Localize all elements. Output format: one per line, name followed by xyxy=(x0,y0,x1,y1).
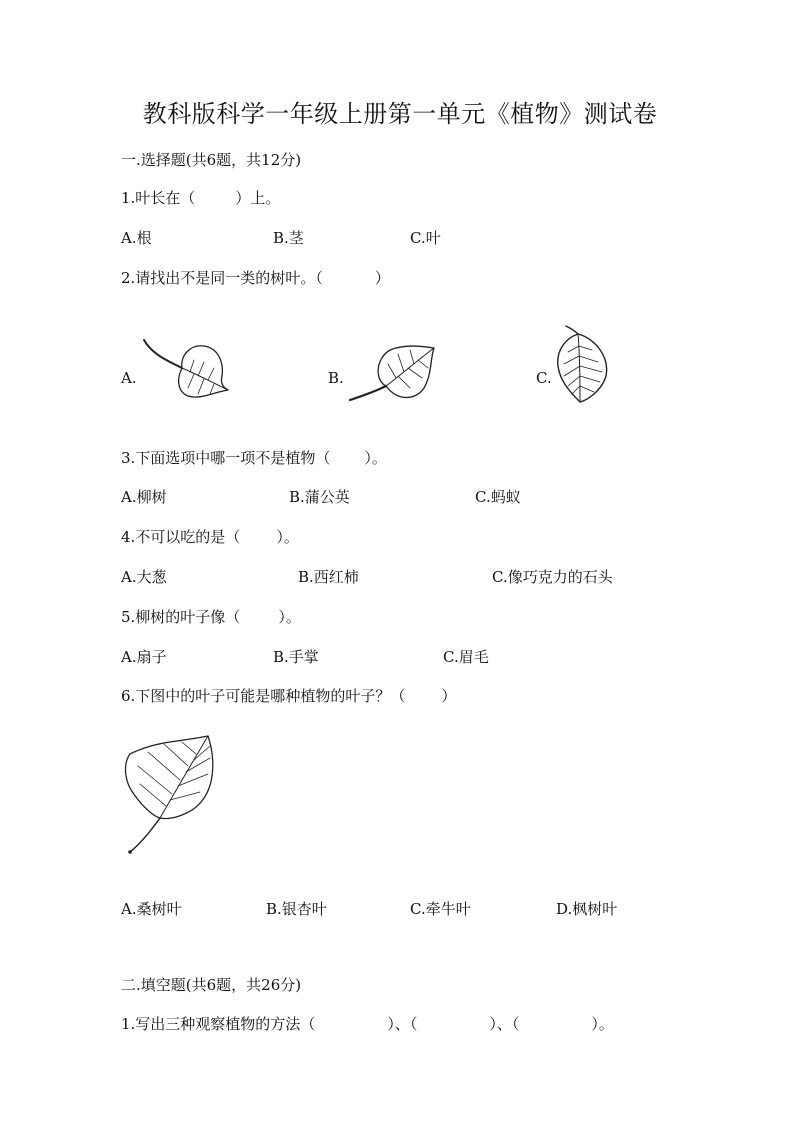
q4-option-a: A.大葱 xyxy=(121,568,167,586)
q1-option-b: B.茎 xyxy=(273,229,304,247)
fill-question-1 xyxy=(121,1014,614,1034)
q2-leaf-a-image xyxy=(138,330,238,408)
q2-leaf-b-image xyxy=(346,340,438,406)
q6-option-c: C.牵牛叶 xyxy=(410,900,471,918)
section-heading-choice: 一.选择题(共6题，共12分) xyxy=(121,151,302,169)
question-3-stem-start: 3.下面选项中哪一项不是植物（ xyxy=(121,449,331,467)
q3-option-c: C.蚂蚁 xyxy=(475,488,521,506)
q2-option-b-label: B. xyxy=(328,369,344,387)
question-2 xyxy=(121,268,390,288)
question-6 xyxy=(121,686,456,706)
fill-question-1-text-2: ）、（ xyxy=(387,1015,418,1033)
question-1-stem-end: ）上。 xyxy=(235,189,281,207)
question-5-stem-end: ）。 xyxy=(278,608,301,626)
question-4-stem-end: ）。 xyxy=(276,528,299,546)
q6-option-a: A.桑树叶 xyxy=(121,900,182,918)
question-1-stem-start: 1.叶长在（ xyxy=(121,189,196,207)
question-2-stem-end: ） xyxy=(374,269,390,287)
q2-option-c-label: C. xyxy=(536,369,552,387)
q3-option-b: B.蒲公英 xyxy=(289,488,350,506)
q1-option-c: C.叶 xyxy=(410,229,441,247)
q4-option-b: B.西红柿 xyxy=(298,568,359,586)
question-4 xyxy=(121,527,299,547)
section-heading-fill: 二.填空题(共6题，共26分) xyxy=(121,976,302,994)
fill-question-1-text-1: 1.写出三种观察植物的方法（ xyxy=(121,1015,316,1033)
q5-option-b: B.手掌 xyxy=(273,648,319,666)
question-3-stem-end: ）。 xyxy=(364,449,387,467)
q6-option-d: D.枫树叶 xyxy=(556,900,618,918)
question-5 xyxy=(121,607,301,627)
question-4-stem-start: 4.不可以吃的是（ xyxy=(121,528,241,546)
question-2-stem-start: 2.请找出不是同一类的树叶。（ xyxy=(121,269,323,287)
page-title: 教科版科学一年级上册第一单元《植物》测试卷 xyxy=(142,100,658,128)
q4-option-c: C.像巧克力的石头 xyxy=(492,568,613,586)
fill-question-1-text-3: ）、（ xyxy=(489,1015,520,1033)
q6-leaf-image xyxy=(120,732,220,860)
q5-option-a: A.扇子 xyxy=(121,648,167,666)
question-1 xyxy=(121,188,280,208)
q6-option-b: B.银杏叶 xyxy=(266,900,327,918)
q1-option-a: A.根 xyxy=(121,229,152,247)
question-6-stem-start: 6.下图中的叶子可能是哪种植物的叶子？（ xyxy=(121,687,406,705)
q2-leaf-c-image xyxy=(552,322,614,406)
q2-option-a-label: A. xyxy=(121,369,137,387)
q3-option-a: A.柳树 xyxy=(121,488,167,506)
q5-option-c: C.眉毛 xyxy=(443,648,489,666)
question-3 xyxy=(121,448,387,468)
question-6-stem-end: ） xyxy=(441,687,457,705)
fill-question-1-text-4: ）。 xyxy=(591,1015,614,1033)
question-5-stem-start: 5.柳树的叶子像（ xyxy=(121,608,241,626)
